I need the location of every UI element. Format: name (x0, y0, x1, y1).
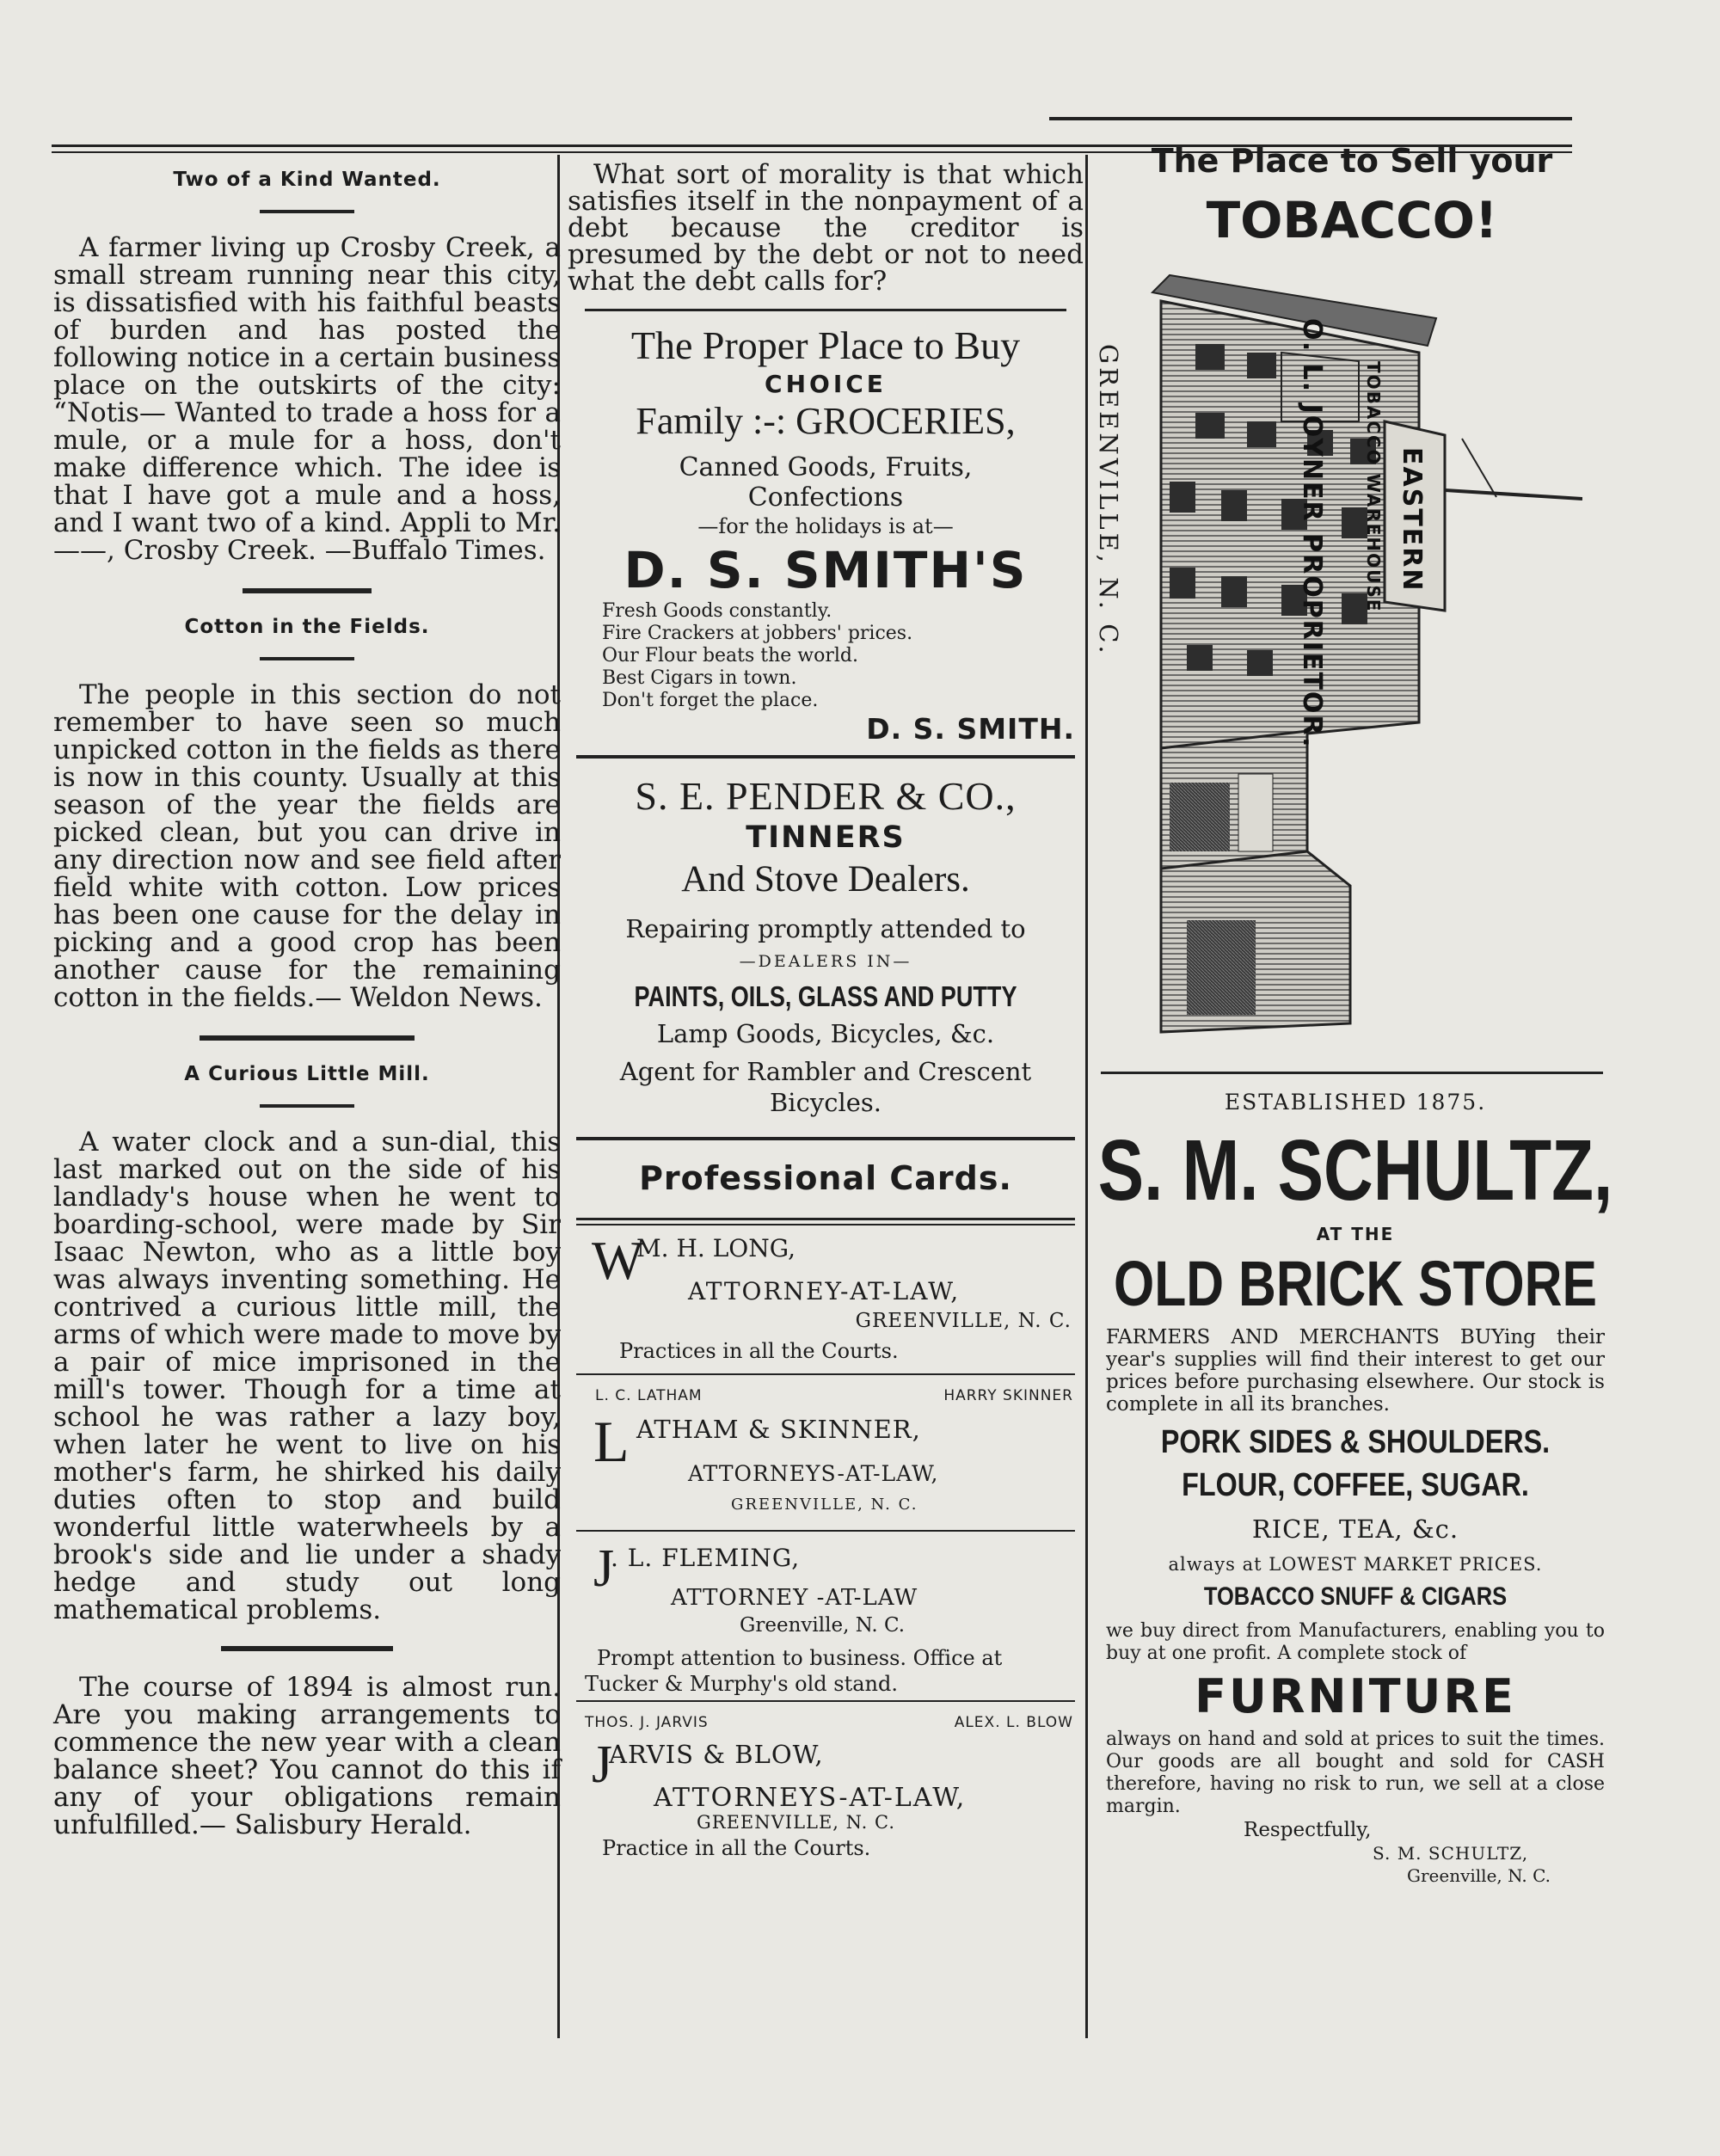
tobacco-vertical-place: GREENVILLE, N. C. (1094, 344, 1123, 657)
article-separator (221, 1646, 393, 1651)
ad-divider (576, 755, 1075, 759)
card-partner-right: ALEX. L. BLOW (954, 1714, 1073, 1731)
smith-groceries: Family :-: GROCERIES, (636, 400, 1016, 442)
smith-advertisement (568, 322, 1084, 600)
card-partner-left: L. C. LATHAM (595, 1387, 703, 1404)
schultz-signature: S. M. SCHULTZ, (1373, 1843, 1529, 1864)
card-initial: J (593, 1539, 615, 1598)
smith-item: Best Cigars in town. (602, 667, 797, 689)
schultz-tobacco: TOBACCO SNUFF & CIGARS (1203, 1582, 1508, 1611)
smith-signature: D. S. SMITH. (866, 712, 1075, 746)
card-title: ATTORNEYS-AT-LAW, (688, 1461, 939, 1486)
card-note: Prompt attention to business. Office at Tucker & Murphy's old stand. (585, 1646, 1003, 1696)
card-partner-left: THOS. J. JARVIS (585, 1714, 709, 1731)
warehouse-sign-proprietor: O. L. JOYNER PROPRIETOR. (1297, 318, 1327, 749)
smith-name: D. S. SMITH'S (624, 541, 1028, 599)
morality-paragraph: What sort of morality is that which satisfies itself in the nonpayment of a debt because the creditor is presumed by the debt or not to need what the debt calls for? (568, 159, 1084, 297)
smith-choice: CHOICE (765, 370, 887, 398)
card-jarvis (568, 1702, 1084, 1865)
tobacco-line1: The Place to Sell your (1151, 142, 1553, 180)
card-place: Greenville, N. C. (740, 1614, 906, 1637)
schultz-furniture: FURNITURE (1195, 1669, 1516, 1723)
article-body: A water clock and a sun-dial, this last marked out on the side of his landlady's house when he went to boarding-school, were made by Sir Isaac Newton, who as a little boy was always inventing something. He contrived a curious little mill, the arms of which were made to move by a pair of mice imprisoned in the mill's tower. Though for a time at school he was rather a lazy boy, when later he went to live on his mother's farm, he shirked his daily duties often to stop and build wonderful little waterwheels by a brook's side and lie under a shady hedge and study out long mathematical problems. (53, 1127, 561, 1625)
smith-item: Fire Crackers at jobbers' prices. (602, 623, 913, 644)
smith-items (602, 600, 1084, 712)
schultz-at-the: AT THE (1316, 1224, 1395, 1244)
ad-divider (576, 1218, 1075, 1220)
card-fleming (568, 1532, 1084, 1700)
card-name: . L. FLEMING, (611, 1544, 801, 1572)
card-name: ATHAM & SKINNER, (636, 1415, 921, 1444)
ad-divider (1101, 1072, 1603, 1074)
schultz-established: ESTABLISHED 1875. (1224, 1090, 1487, 1115)
card-initial: J (592, 1735, 613, 1794)
card-long (568, 1225, 1084, 1373)
warehouse-illustration (1135, 267, 1582, 1041)
schultz-name: S. M. SCHULTZ, (1097, 1122, 1613, 1219)
schultz-signature-place: Greenville, N. C. (1407, 1865, 1551, 1886)
schultz-direct: we buy direct from Manufacturers, enabling you to buy at one profit. A complete stock of (1106, 1620, 1605, 1664)
card-partner-right: HARRY SKINNER (943, 1387, 1073, 1404)
card-name: M. H. LONG, (636, 1234, 796, 1262)
smith-line1: The Proper Place to Buy (630, 323, 1021, 367)
card-initial: L (593, 1409, 630, 1474)
smith-line5: Confections (747, 482, 904, 513)
card-place: GREENVILLE, N. C. (855, 1310, 1072, 1332)
column-3 (1085, 138, 1619, 253)
column-2 (568, 158, 1084, 1865)
article-body: A farmer living up Crosby Creek, a small stream running near this city, is dissatisfied with his faithful beasts of burden and has posted the following notice in a certain business place on the outskirts of the city: “Notis— Wanted to trade a hoss for a mule, or a mule for a hoss, don't make difference which. The idee is that I have got a mule and a hoss, and I want two of a kind. Appli to Mr. ——, Crosby Creek. —Buffalo Times. (53, 232, 561, 566)
card-note: Practices in all the Courts. (619, 1339, 899, 1363)
smith-line6: —for the holidays is at— (697, 514, 954, 538)
smith-item: Our Flour beats the world. (602, 645, 859, 666)
card-name: ARVIS & BLOW, (609, 1740, 824, 1769)
card-initial: W (592, 1230, 644, 1291)
short-rule (260, 210, 354, 213)
pender-stove: And Stove Dealers. (681, 859, 970, 900)
warehouse-sign-tobacco: TOBACCO WAREHOUSE (1363, 361, 1384, 613)
card-latham (568, 1375, 1084, 1530)
pender-advertisement (568, 774, 1084, 1118)
column-1 (53, 163, 561, 1839)
card-place: GREENVILLE, N. C. (697, 1812, 896, 1833)
schultz-pork: PORK SIDES & SHOULDERS. (1160, 1424, 1551, 1460)
pender-lamp: Lamp Goods, Bicycles, &c. (656, 1019, 995, 1048)
pender-dealers: —DEALERS IN— (739, 952, 912, 971)
schultz-always: always on hand and sold at prices to suit the times. Our goods are all bought and sold for CASH therefore, having no risk to run, we sell at a close margin. (1106, 1729, 1605, 1817)
pender-agent: Agent for Rambler and Crescent Bicycles. (619, 1057, 1032, 1117)
column-divider-2 (1085, 155, 1088, 2038)
article-separator (200, 1035, 415, 1041)
smith-item: Don't forget the place. (602, 690, 819, 711)
professional-cards-header: Professional Cards. (639, 1159, 1012, 1197)
article-body: The course of 1894 is almost run. Are you making arrangements to commence the new year with a clean balance sheet? You cannot do this if any of your obligations remain unfulfilled.— Salisbury Herald. (53, 1672, 561, 1840)
card-title: ATTORNEY -AT-LAW (671, 1585, 918, 1611)
header-rule (1049, 117, 1572, 120)
ad-divider (576, 1137, 1075, 1140)
ad-divider (585, 309, 1066, 311)
article-separator (243, 588, 372, 593)
article-headline: Two of a Kind Wanted. (173, 169, 441, 191)
short-rule (260, 657, 354, 660)
article-headline: Cotton in the Fields. (184, 616, 430, 638)
short-rule (260, 1104, 354, 1108)
schultz-closing: Respectfully, (1244, 1819, 1372, 1841)
tobacco-line2: TOBACCO! (1206, 191, 1498, 249)
schultz-store: OLD BRICK STORE (1114, 1248, 1597, 1319)
card-place: GREENVILLE, N. C. (731, 1496, 918, 1514)
smith-item: Fresh Goods constantly. (602, 600, 832, 622)
article-headline: A Curious Little Mill. (184, 1063, 430, 1085)
schultz-advertisement (1097, 1085, 1613, 1887)
smith-line4: Canned Goods, Fruits, (679, 452, 973, 482)
pender-paints: PAINTS, OILS, GLASS AND PUTTY (634, 980, 1017, 1012)
schultz-flour: FLOUR, COFFEE, SUGAR. (1182, 1467, 1529, 1503)
card-note: Practice in all the Courts. (602, 1836, 871, 1860)
schultz-intro: FARMERS AND MERCHANTS BUYing their year's supplies will find their interest to get our prices before purchasing elsewhere. Our stock is complete in all its branches. (1106, 1326, 1605, 1416)
schultz-lowest: always at LOWEST MARKET PRICES. (1168, 1554, 1543, 1575)
card-title: ATTORNEYS-AT-LAW, (654, 1783, 967, 1813)
card-title: ATTORNEY-AT-LAW, (688, 1277, 961, 1305)
pender-name: S. E. PENDER & CO., (635, 774, 1017, 818)
warehouse-sign-eastern: EASTERN (1397, 447, 1427, 593)
schultz-rice: RICE, TEA, &c. (1251, 1514, 1459, 1544)
pender-repairing: Repairing promptly attended to (625, 914, 1026, 943)
article-body: The people in this section do not remember to have seen so much unpicked cotton in the fields as there is now in this county. Usually at this season of the year the fields are picked clean, but you can drive in any direction now and see field after field white with cotton. Low prices has been one cause for the delay in picking and a good crop has been another cause for the remaining cotton in the fields.— Weldon News. (53, 679, 561, 1013)
pender-tinners: TINNERS (746, 820, 906, 855)
